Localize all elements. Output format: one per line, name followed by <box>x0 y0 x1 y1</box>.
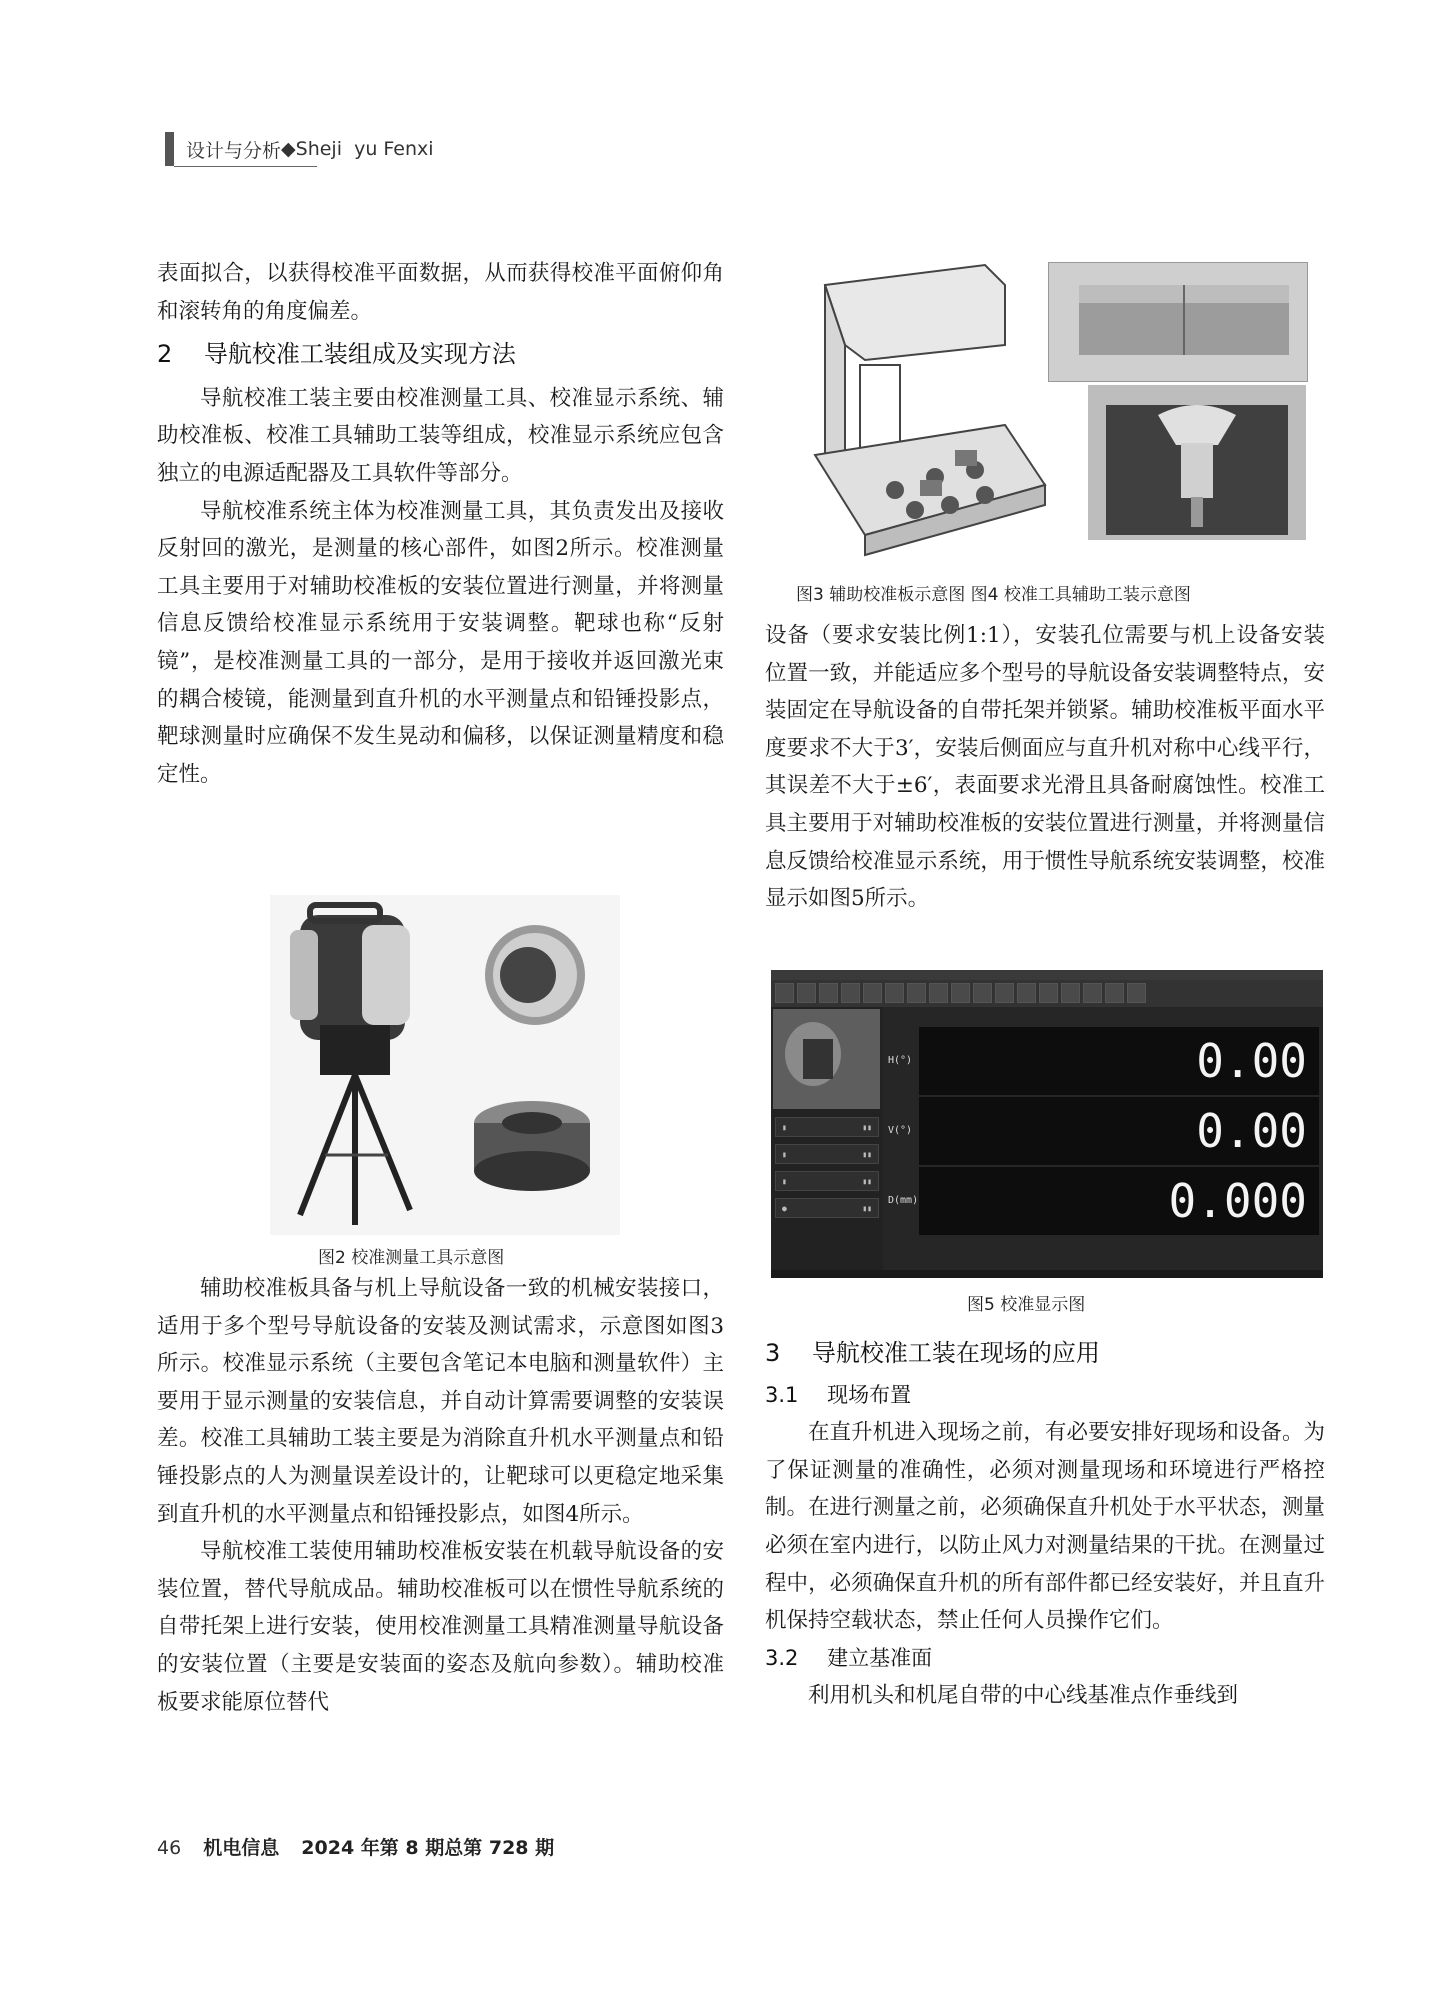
software-toolbar <box>771 980 1323 1007</box>
toolbar-button[interactable] <box>885 983 904 1003</box>
paragraph: 辅助校准板具备与机上导航设备一致的机械安装接口，适用于多个型号导航设备的安装及测试需求，示意图如图3所示。校准显示系统（主要包含笔记本电脑和测量软件）主要用于显示测量的安装信息，并自动计算需要调整的安装误差。校准工具辅助工装主要是为消除直升机水平测量点和铅锤投影点的人为测量误差设计的，让靶球可以更稳定地采集到直升机的水平测量点和铅锤投影点，如图4所示。 <box>157 1276 724 1527</box>
readout-h-panel <box>919 1027 1319 1095</box>
toolbar-button[interactable] <box>973 983 992 1003</box>
paragraph: 利用机头和机尾自带的中心线基准点作垂线到 <box>808 1683 1239 1709</box>
right-column-upper <box>765 617 1325 918</box>
subheading-number: 3.1 <box>765 1382 799 1407</box>
figure-4-bottom-image <box>1088 385 1306 540</box>
page-footer <box>157 1833 554 1860</box>
toolbar-button[interactable] <box>819 983 838 1003</box>
section-heading-2 <box>157 336 724 374</box>
toolbar-button[interactable] <box>1083 983 1102 1003</box>
header-diamond: ◆ <box>281 138 296 160</box>
paragraph: 设备（要求安装比例1:1），安装孔位需要与机上设备安装位置一致，并能适应多个型号的导航设备安装调整特点，安装固定在导航设备的自带托架并锁紧。辅助校准板平面水平度要求不大于3′，安装后侧面应与直升机对称中心线平行，其误差不大于±6′，表面要求光滑且具备耐腐蚀性。校准工具主要用于对辅助校准板的安装位置进行测量，并将测量信息反馈给校准显示系统，用于惯性导航系统安装调整，校准显示如图5所示。 <box>765 623 1325 912</box>
parameter-panel <box>775 1117 879 1267</box>
figure-2-image <box>270 895 620 1235</box>
header-section-en: Sheji yu Fenxi <box>295 138 434 160</box>
toolbar-button[interactable] <box>863 983 882 1003</box>
toolbar-button[interactable] <box>1105 983 1124 1003</box>
subheading-number: 3.2 <box>765 1645 799 1670</box>
figure-4-top-image <box>1048 262 1308 382</box>
software-sidebar <box>771 1007 883 1273</box>
readout-h-value: 0.00 <box>1196 1034 1307 1088</box>
readout-d-panel <box>919 1167 1319 1235</box>
section-heading-3 <box>765 1335 1325 1373</box>
toolbar-button[interactable] <box>1039 983 1058 1003</box>
software-titlebar <box>771 970 1323 980</box>
paragraph: 在直升机进入现场之前，有必要安排好现场和设备。为了保证测量的准确性，必须对测量现场和环境进行严格控制。在进行测量之前，必须确保直升机处于水平状态，测量必须在室内进行，以防止风力对测量结果的干扰。在测量过程中，必须确保直升机的所有部件都已经安装好，并且直升机保持空载状态，禁止任何人员操作它们。 <box>765 1420 1325 1634</box>
journal-name: 机电信息 <box>203 1837 280 1859</box>
subheading-title: 现场布置 <box>827 1382 912 1407</box>
toolbar-button[interactable] <box>995 983 1014 1003</box>
toolbar-button[interactable] <box>907 983 926 1003</box>
toolbar-button[interactable] <box>929 983 948 1003</box>
label-h: H(°) <box>888 1055 913 1066</box>
page-number: 46 <box>157 1837 182 1859</box>
toolbar-button[interactable] <box>1017 983 1036 1003</box>
right-column-lower <box>765 1335 1325 1715</box>
toolbar-button[interactable] <box>1127 983 1146 1003</box>
figure-5-caption: 图5 校准显示图 <box>967 1295 1086 1315</box>
journal-issue: 2024 年第 8 期总第 728 期 <box>301 1837 555 1859</box>
running-header <box>165 132 434 166</box>
toolbar-button[interactable] <box>841 983 860 1003</box>
heading-title: 导航校准工装在现场的应用 <box>811 1339 1100 1367</box>
parameter-row: ● ▮▮ <box>775 1198 879 1218</box>
paragraph: 导航校准系统主体为校准测量工具，其负责发出及接收反射回的激光，是测量的核心部件，如图2所示。校准测量工具主要用于对辅助校准板的安装位置进行测量，并将测量信息反馈给校准显示系统用于安装调整。靶球也称“反射镜”，是校准测量工具的一部分，是用于接收并返回激光束的耦合棱镜，能测量到直升机的水平测量点和铅锤投影点，靶球测量时应确保不发生晃动和偏移，以保证测量精度和稳定性。 <box>157 498 724 787</box>
paragraph: 导航校准工装主要由校准测量工具、校准显示系统、辅助校准板、校准工具辅助工装等组成，校准显示系统应包含独立的电源适配器及工具软件等部分。 <box>157 385 724 486</box>
readout-d-value: 0.000 <box>1168 1174 1307 1228</box>
paragraph: 表面拟合，以获得校准平面数据，从而获得校准平面俯仰角和滚转角的角度偏差。 <box>157 261 724 324</box>
software-statusbar <box>771 1270 1323 1278</box>
toolbar-button[interactable] <box>775 983 794 1003</box>
left-column-lower <box>157 1270 724 1721</box>
parameter-row: ▮ ▮▮ <box>775 1117 879 1137</box>
toolbar-button[interactable] <box>797 983 816 1003</box>
figure-3-image <box>785 255 1050 570</box>
label-v: V(°) <box>888 1125 913 1136</box>
camera-view <box>773 1009 880 1109</box>
subsection-heading-3-1 <box>765 1377 1325 1415</box>
figure-2-caption: 图2 校准测量工具示意图 <box>318 1248 505 1268</box>
subheading-title: 建立基准面 <box>827 1645 933 1670</box>
figure-3-4-caption: 图3 辅助校准板示意图 图4 校准工具辅助工装示意图 <box>796 585 1191 605</box>
header-bar <box>165 132 174 166</box>
heading-number: 2 <box>157 340 173 369</box>
calibration-software-screenshot <box>771 970 1323 1278</box>
readout-area <box>883 1007 1323 1273</box>
header-underline <box>174 166 317 167</box>
readout-v-panel <box>919 1097 1319 1165</box>
heading-title: 导航校准工装组成及实现方法 <box>203 340 516 369</box>
header-section-cn: 设计与分析 <box>186 139 282 162</box>
readout-v-value: 0.00 <box>1196 1104 1307 1158</box>
label-d: D(mm) <box>888 1195 919 1206</box>
heading-number: 3 <box>765 1339 781 1367</box>
subsection-heading-3-2 <box>765 1640 1325 1678</box>
toolbar-button[interactable] <box>951 983 970 1003</box>
paragraph: 导航校准工装使用辅助校准板安装在机载导航设备的安装位置，替代导航成品。辅助校准板可以在惯性导航系统的自带托架上进行安装，使用校准测量工具精准测量导航设备的安装位置（主要是安装面的姿态及航向参数）。辅助校准板要求能原位替代 <box>157 1539 724 1715</box>
left-column <box>157 255 724 793</box>
parameter-row: ▮ ▮▮ <box>775 1171 879 1191</box>
toolbar-button[interactable] <box>1061 983 1080 1003</box>
parameter-row: ▮ ▮▮ <box>775 1144 879 1164</box>
